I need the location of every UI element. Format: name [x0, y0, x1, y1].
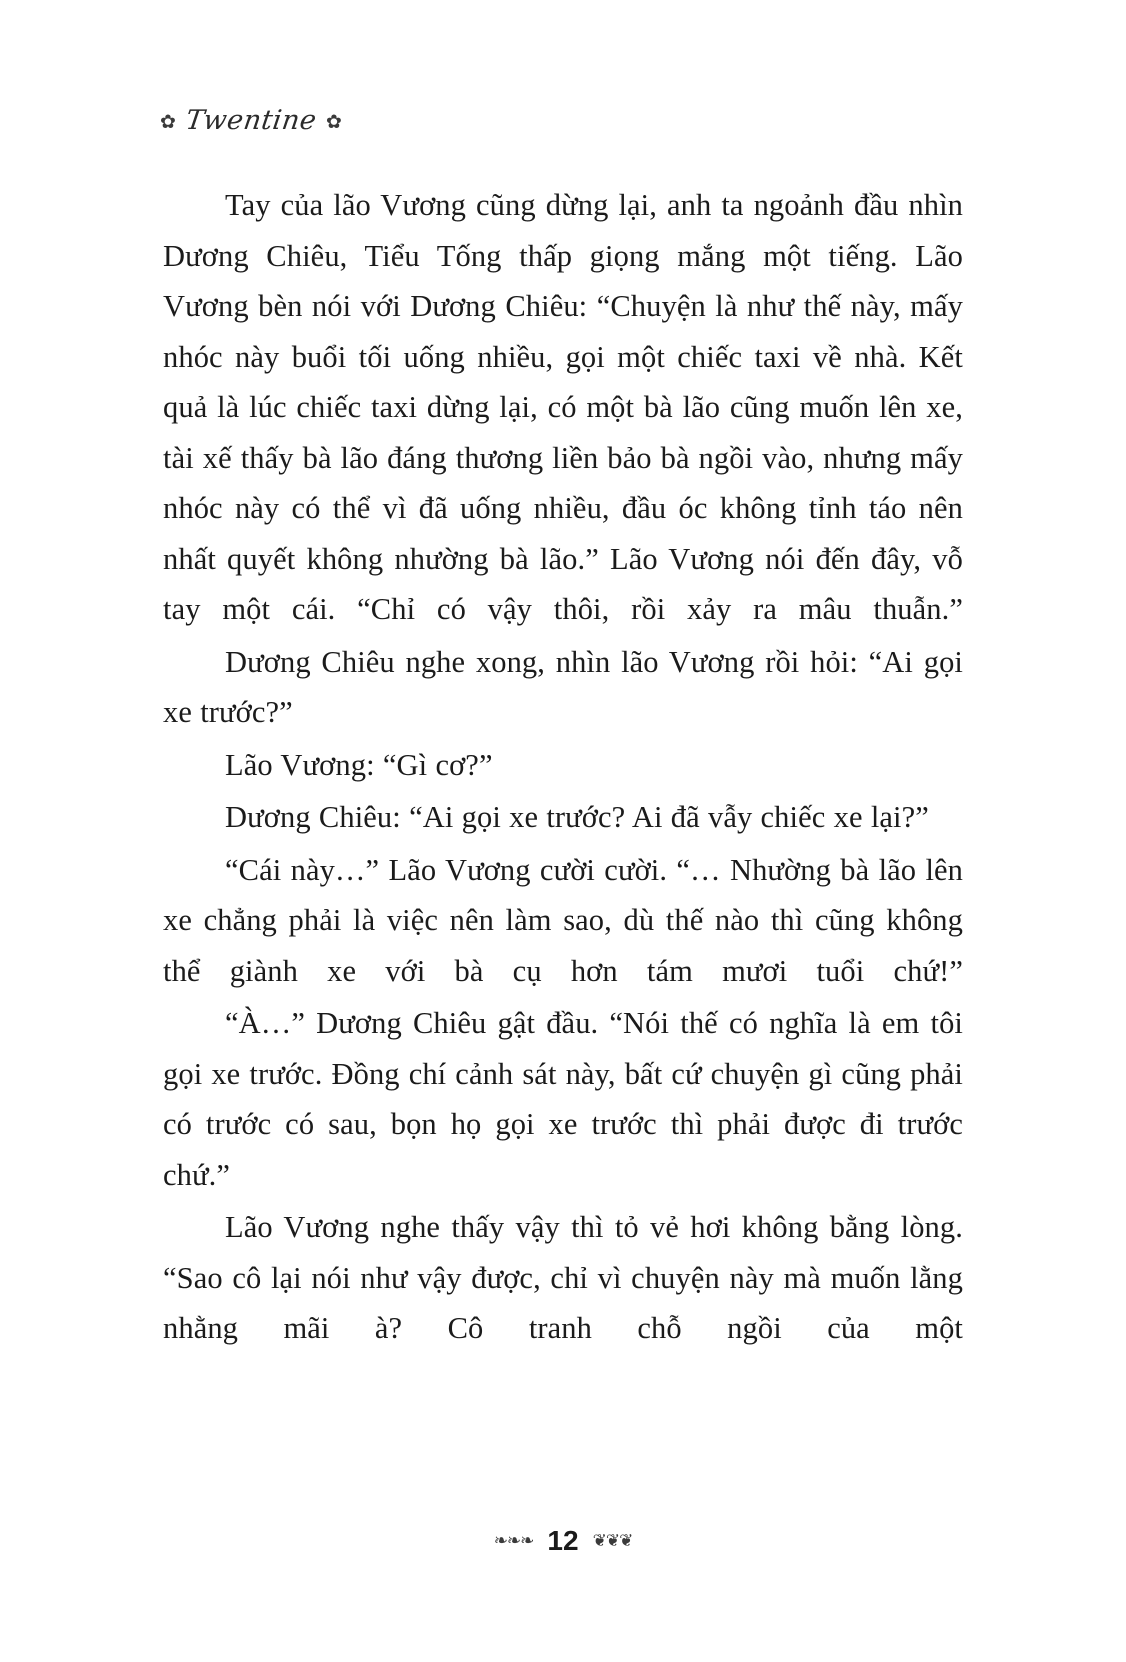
author-name: Twentine: [183, 105, 319, 136]
ornament-icon: ❦❦❦: [592, 1531, 633, 1550]
paragraph: Lão Vương nghe thấy vậy thì tỏ vẻ hơi không bằng lòng. “Sao cô lại nói như vậy được, chỉ vì chuyện này mà muốn lằng nhằng mãi à? Cô tranh chỗ ngồi của một: [163, 1210, 963, 1345]
running-head: [160, 105, 342, 136]
paragraph: Dương Chiêu nghe xong, nhìn lão Vương rồi hỏi: “Ai gọi xe trước?”: [163, 644, 963, 729]
paragraph: “Cái này…” Lão Vương cười cười. “… Nhường bà lão lên xe chẳng phải là việc nên làm sao, dù thế nào thì cũng không thể giành xe với bà cụ hơn tám mươi tuổi chứ!”: [163, 852, 963, 988]
page-number: 12: [547, 1525, 579, 1556]
body-text: [163, 180, 963, 1356]
paragraph: Dương Chiêu: “Ai gọi xe trước? Ai đã vẫy chiếc xe lại?”: [225, 800, 929, 834]
leaf-icon: ✿: [160, 112, 176, 133]
leaf-icon: ✿: [326, 112, 343, 133]
ornament-icon: ❧❧❧: [493, 1531, 534, 1550]
page-footer: [0, 1525, 1126, 1557]
paragraph: Lão Vương: “Gì cơ?”: [225, 747, 493, 782]
paragraph: Tay của lão Vương cũng dừng lại, anh ta ngoảnh đầu nhìn Dương Chiêu, Tiểu Tống thấp giọng mắng một tiếng. Lão Vương bèn nói với Dương Chiêu: “Chuyện là như thế này, mấy nhóc này buổi tối uống nhiều, gọi một chiếc taxi về nhà. Kết quả là lúc chiếc taxi dừng lại, có một bà lão cũng muốn lên xe, tài xế thấy bà lão đáng thương liền bảo bà ngồi vào, nhưng mấy nhóc này có thể vì đã uống nhiều, đầu óc không tỉnh táo nên nhất quyết không nhường bà lão.” Lão Vương nói đến đây, vỗ tay một cái. “Chỉ có vậy thôi, rồi xảy ra mâu thuẫn.”: [163, 188, 963, 626]
paragraph: “À…” Dương Chiêu gật đầu. “Nói thế có nghĩa là em tôi gọi xe trước. Đồng chí cảnh sát này, bất cứ chuyện gì cũng phải có trước có sau, bọn họ gọi xe trước thì phải được đi trước chứ.”: [163, 1006, 963, 1192]
